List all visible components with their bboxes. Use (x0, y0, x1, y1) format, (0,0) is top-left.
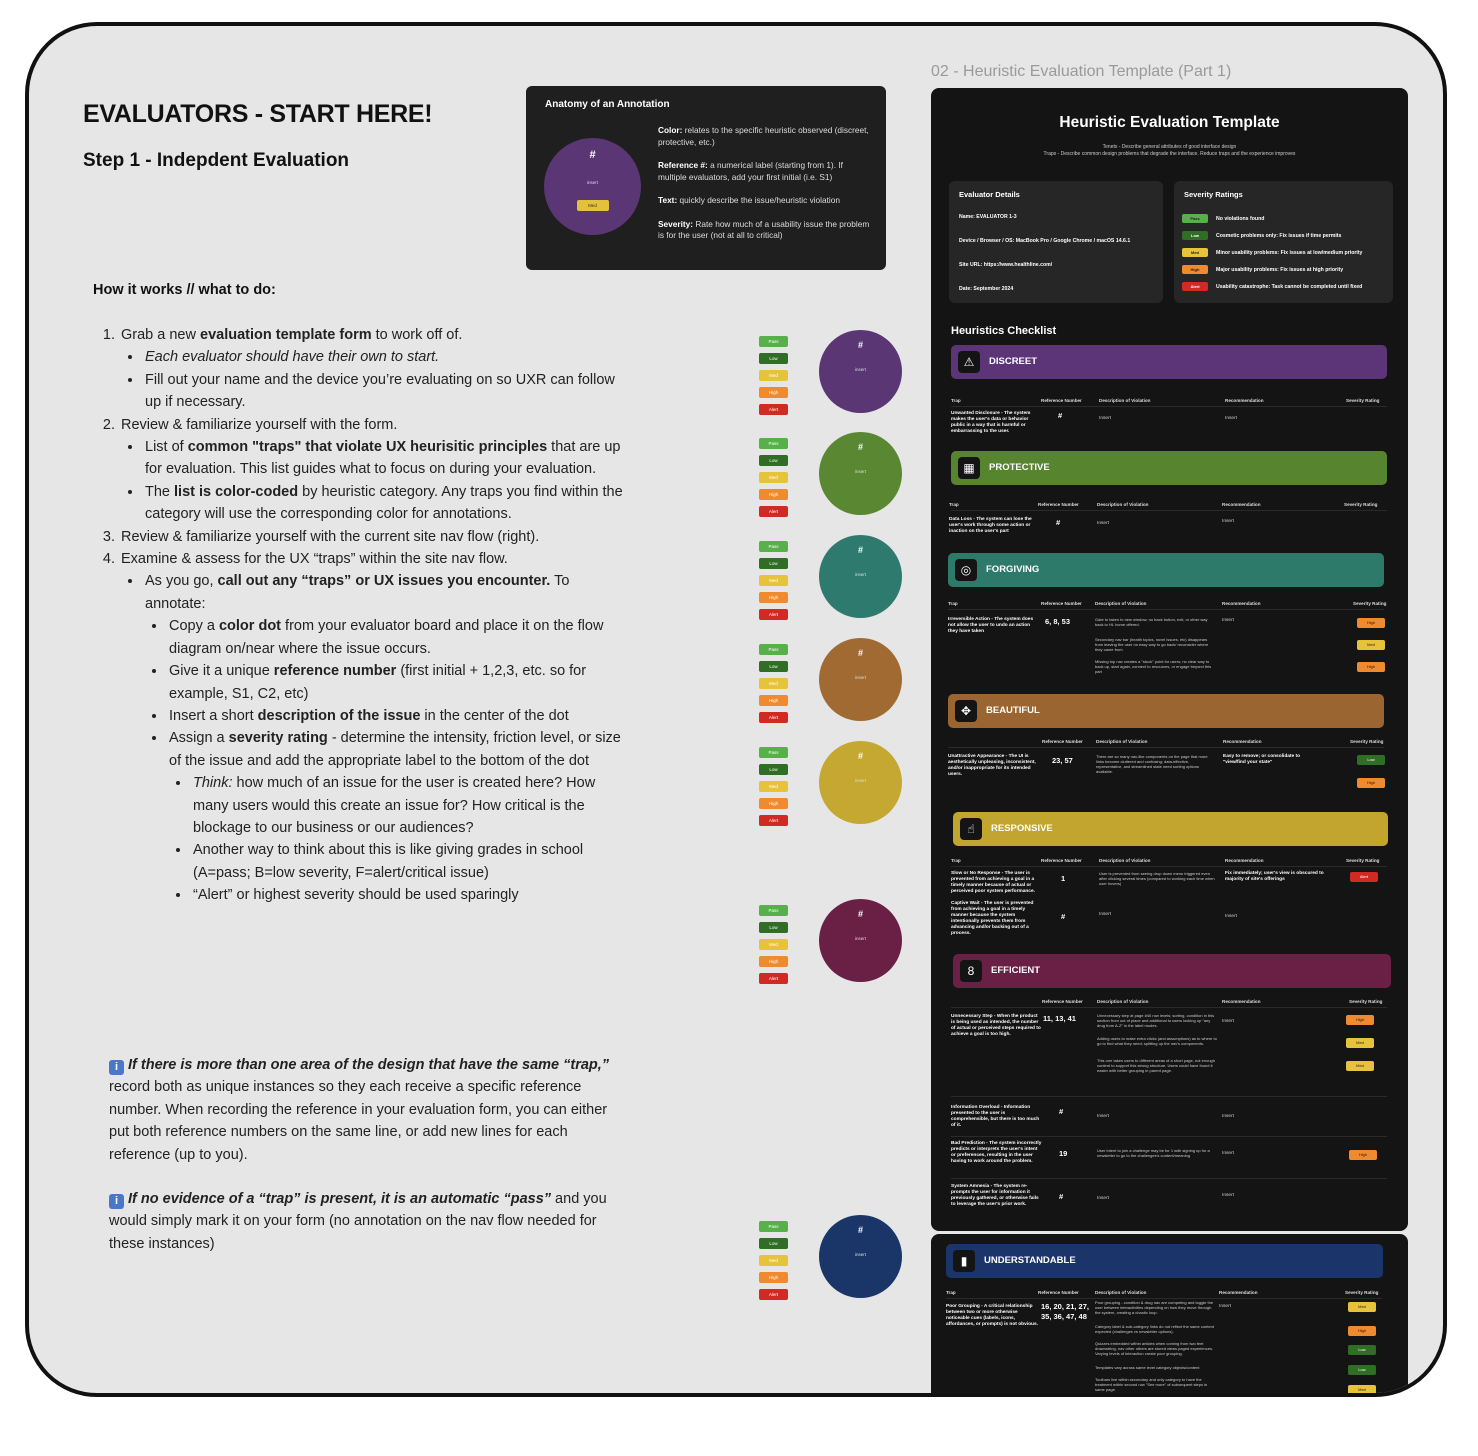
dot-reference: # (857, 648, 863, 658)
dot-reference: # (857, 545, 863, 555)
severity-high[interactable]: High (1357, 618, 1385, 628)
dot-text: insert (854, 572, 866, 577)
severity-pill-alert[interactable]: Alert (759, 815, 788, 826)
severity-pill-stack (759, 336, 789, 421)
annotation-dot[interactable] (819, 899, 902, 982)
step-think: • Think: how much of an issue for the user is created here? How many users would this create an issue for? How critical is the blockage to our business or our audiences? (191, 772, 623, 839)
severity-pill-pass[interactable]: Pass (759, 905, 788, 916)
severity-pill-stack (759, 747, 789, 832)
th-desc: Description of Violation (1099, 858, 1151, 863)
severity-pill-stack (759, 541, 789, 626)
desc-cell[interactable]: Insert (1099, 416, 1111, 421)
severity-pill-high[interactable]: High (759, 1272, 788, 1283)
ref-number[interactable]: # (1058, 411, 1063, 420)
category-discreet (951, 345, 1387, 379)
severity-description: Usability catastrophe: Task cannot be completed until fixed (1216, 283, 1363, 290)
severity-pill-alert[interactable]: Alert (759, 506, 788, 517)
trap-data-loss: Data Loss - The system can lose the user's work through some action or inaction on the user's part (949, 517, 1032, 534)
desc-cell[interactable]: Insert (1097, 521, 1109, 526)
canvas-frame (25, 22, 1447, 1397)
severity-pill-low[interactable]: Low (759, 558, 788, 569)
trap-information-overload: Information Overload - Information presented to the user is comprehensible, but there is too much of it. (951, 1105, 1040, 1128)
evaluator-details-heading: Evaluator Details (959, 190, 1020, 199)
annotation-set (759, 644, 909, 734)
rec-cell[interactable]: Easy to remove; or consolidate to "view/find your state" (1223, 754, 1301, 765)
dot-reference: # (857, 340, 863, 350)
category-label: PROTECTIVE (989, 462, 1050, 473)
severity-row-low (1182, 231, 1341, 240)
annotation-set (759, 905, 909, 995)
th-desc: Description of Violation (1099, 398, 1151, 403)
step-4: 4. Examine & assess for the UX “traps” within the site nav flow. • As you go, call out any “traps” or UX issues you encounter. To annotate: • Copy a color dot from your evaluator board and place it on the flow diagram on/near where the issue occurs. • Give it a unique reference number (first initial + 1,2,3, etc. so for example, S1, C2, etc) • Insert a short description of the issue in the center of the dot • Assign a severity rating - determine the intensity, friction level, or size of the issue and add the appropriate label to the bottom of the dot • Think: how much of an issue for the user is created here? How many users would this create an issue for? How critical is the blockage to our business or our audiences? • Another way to think about this is like giving grades in school (A=pass; B=low severity, F=alert/critical issue) • “Alert” or highest severity should be used sparingly (119, 548, 623, 907)
warning-icon: ⚠ (958, 351, 980, 373)
severity-med[interactable]: Med (1346, 1038, 1374, 1048)
th-trap: Trap (946, 1290, 956, 1295)
step-3: 3. Review & familiarize yourself with the current site nav flow (right). (119, 526, 623, 548)
rec-cell[interactable]: Insert (1222, 1151, 1234, 1156)
evaluator-details-card (949, 181, 1163, 303)
severity-pill-high[interactable]: High (759, 592, 788, 603)
th-rec: Recommendation (1222, 502, 1261, 507)
th-trap: Trap (951, 858, 961, 863)
category-beautiful (948, 694, 1384, 728)
annotation-dot[interactable] (819, 638, 902, 721)
trap-bad-prediction: Bad Prediction - The system incorrectly predicts or interprets the user's intent or preferences, resulting in the user having to work around the problem. (951, 1141, 1042, 1164)
annotation-dot[interactable] (819, 741, 902, 824)
severity-pill-low[interactable]: Low (759, 764, 788, 775)
severity-ratings-card (1174, 181, 1393, 303)
info-icon: i (109, 1194, 124, 1209)
qr-shield-icon: ▦ (958, 457, 980, 479)
trap-system-amnesia: System Amnesia - The system re-prompts the user for information it previously gathered, or otherwise fails to leverage the user's prior work. (951, 1184, 1039, 1207)
template-subtitle: Tenets - Describe general attributes of good interface design Traps - Describe common design problems that degrade the interface. Reduce traps and the experience improves (1043, 144, 1296, 157)
severity-high[interactable]: High (1349, 1150, 1377, 1160)
ref-number[interactable]: 16, 20, 21, 27, 35, 36, 47, 48 (1041, 1302, 1089, 1321)
dot-text: insert (854, 1252, 866, 1257)
desc-cell[interactable]: Adding users to make extra clicks (and assumptions) as to where to go to find what they need; splitting up the nav's components. (1097, 1036, 1217, 1046)
evaluator-name[interactable]: Name: EVALUATOR 1-3 (959, 214, 1017, 220)
touch-icon: ☝ (960, 818, 982, 840)
annotation-dot[interactable] (819, 432, 902, 515)
rec-cell[interactable]: Insert (1222, 1114, 1234, 1119)
ref-number[interactable]: # (1059, 1192, 1064, 1201)
th-rec: Recommendation (1223, 739, 1262, 744)
severity-row-med (1182, 248, 1362, 257)
severity-pill-med[interactable]: Med (759, 575, 788, 586)
ref-number[interactable]: # (1056, 518, 1061, 527)
severity-pill-alert[interactable]: Alert (759, 973, 788, 984)
severity-pill-pass[interactable]: Pass (759, 541, 788, 552)
th-ref: Reference Number (1042, 999, 1083, 1004)
severity-ratings-heading: Severity Ratings (1184, 190, 1243, 199)
severity-pill-alert[interactable]: Alert (759, 404, 788, 415)
category-label: DISCREET (989, 356, 1038, 367)
ref-number[interactable]: 1 (1061, 874, 1066, 883)
dot-reference: # (857, 909, 863, 919)
evaluator-device[interactable]: Device / Browser / OS: MacBook Pro / Google Chrome / macOS 14.6.1 (959, 238, 1131, 244)
th-desc: Description of Violation (1097, 502, 1149, 507)
dot-severity: Med (577, 200, 609, 211)
step-4a-3: • Insert a short description of the issue in the center of the dot (167, 705, 623, 727)
category-label: BEAUTIFUL (986, 705, 1040, 716)
rec-cell[interactable]: Insert (1225, 416, 1237, 421)
spiral-icon: ◎ (955, 559, 977, 581)
th-desc: Description of Violation (1097, 999, 1149, 1004)
evaluation-template-frame-continued (931, 1234, 1408, 1397)
annotation-set (759, 747, 909, 837)
th-trap: Trap (948, 601, 958, 606)
desc-cell[interactable]: Missing top nav creates a "stuck" point for users; no clear way to back up, start again, connect to resources, or engage beyond this part (1095, 659, 1212, 674)
th-ref: Reference Number (1042, 739, 1083, 744)
info-icon: i (109, 1060, 124, 1075)
th-ref: Reference Number (1038, 1290, 1079, 1295)
severity-pill-med[interactable]: Med (759, 678, 788, 689)
severity-pill-high[interactable]: High (759, 956, 788, 967)
severity-pill-alert[interactable]: Alert (759, 609, 788, 620)
severity-med[interactable]: Med (1357, 640, 1385, 650)
th-sev: Severity Rating (1349, 999, 1383, 1004)
trap-poor-grouping: Poor Grouping - A critical relationship between two or more otherwise noticeable cues (labels, icons, affordances, or prompts) is not obvious. (946, 1304, 1038, 1327)
severity-pill-high[interactable]: High (759, 489, 788, 500)
severity-pill-low[interactable]: Low (759, 455, 788, 466)
ref-number[interactable]: 23, 57 (1052, 756, 1073, 765)
desc-cell[interactable]: Poor grouping - condition & drug nav are competing and toggle the user between interactivities depending on how they move through the system, creating a chaotic loop. (1095, 1300, 1214, 1315)
trap-unnecessary-step: Unnecessary Step - When the product is being used as intended, the number of actual or perceived steps required to achieve a goal is too high. (951, 1014, 1041, 1037)
severity-pill: Med (1182, 248, 1208, 257)
category-understandable (946, 1244, 1383, 1278)
th-rec: Recommendation (1225, 398, 1264, 403)
severity-pill-pass[interactable]: Pass (759, 336, 788, 347)
desc-cell[interactable]: User is prevented from seeing drop down menu triggered even after clicking several times (compared to working each time when user hovers) (1099, 871, 1215, 886)
desc-cell[interactable]: Category label & sub-category links do not reflect the same content expected (challenges vs newsletter options). (1095, 1324, 1214, 1334)
rec-cell[interactable]: Fix immediately; user's view is obscured to majority of site's offerings (1225, 871, 1324, 882)
dot-reference: # (589, 149, 596, 161)
severity-pill-med[interactable]: Med (759, 472, 788, 483)
severity-pill-med[interactable]: Med (759, 939, 788, 950)
severity-pill-low[interactable]: Low (759, 922, 788, 933)
severity-pill-med[interactable]: Med (759, 1255, 788, 1266)
desc-cell[interactable]: User intent to join a challenge may be for 1 with signing up for a newsletter to go to the challenges's content/meaning (1097, 1148, 1210, 1158)
step-4a-1: • Copy a color dot from your evaluator board and place it on the flow diagram on/near where the issue occurs. (167, 615, 623, 660)
category-label: FORGIVING (986, 564, 1040, 575)
dot-text: insert (854, 367, 866, 372)
th-ref: Reference Number (1038, 502, 1079, 507)
severity-row-alert (1182, 282, 1362, 291)
desc-cell[interactable]: Templates vary across same level category objects/content (1095, 1365, 1200, 1370)
severity-pill-med[interactable]: Med (759, 781, 788, 792)
th-ref: Reference Number (1041, 601, 1082, 606)
severity-pill: High (1182, 265, 1208, 274)
severity-pill-low[interactable]: Low (759, 353, 788, 364)
th-desc: Description of Violation (1095, 1290, 1147, 1295)
step-alert: • “Alert” or highest severity should be used sparingly (191, 884, 623, 906)
anatomy-descriptions: Color: relates to the specific heuristic observed (discreet, protective, etc.) Reference #: a numerical label (starting from 1). If multiple evaluators, add your first initial (i.e. S1) Text: quickly describe the issue/heuristic violation Severity: Rate how much of a usability issue the problem is for the user (not at all to critical) (658, 125, 870, 240)
severity-pill-stack (759, 438, 789, 523)
th-ref: Reference Number (1041, 398, 1082, 403)
th-sev: Severity Rating (1353, 601, 1387, 606)
severity-pill-pass[interactable]: Pass (759, 747, 788, 758)
step-1b: • Fill out your name and the device you’re evaluating on so UXR can follow up if necessary. (143, 369, 623, 414)
severity-pill-stack (759, 644, 789, 729)
severity-pill-pass[interactable]: Pass (759, 644, 788, 655)
dot-reference: # (857, 751, 863, 761)
ref-number[interactable]: 19 (1059, 1149, 1068, 1158)
severity-pill-pass[interactable]: Pass (759, 1221, 788, 1232)
category-efficient (953, 954, 1391, 988)
category-responsive (953, 812, 1388, 846)
trap-slow-response: Slow or No Response - The user is prevented from achieving a goal in a timely manner because of actual or perceived poor system performance. (951, 871, 1035, 894)
remote-icon: ▮ (953, 1250, 975, 1272)
severity-row-pass (1182, 214, 1264, 223)
ref-number[interactable]: 6, 8, 53 (1045, 617, 1071, 626)
annotation-set (759, 336, 909, 426)
trap-irreversible-action: Irreversible Action - The system does not allow the user to undo an action they have taken (948, 617, 1034, 634)
severity-med[interactable]: Med (1348, 1385, 1376, 1395)
move-icon: ✥ (955, 700, 977, 722)
severity-description: Major usability problems: Fix issues at high priority (1216, 266, 1344, 273)
step-title: Step 1 - Indepdent Evaluation (83, 150, 350, 171)
dot-text: insert (854, 469, 866, 474)
rec-cell[interactable]: Insert (1222, 519, 1234, 524)
th-sev: Severity Rating (1350, 739, 1384, 744)
evaluator-date[interactable]: Date: September 2024 (959, 286, 1014, 292)
checklist-heading: Heuristics Checklist (951, 325, 1057, 337)
note-no-evidence: i If no evidence of a “trap” is present, it is an automatic “pass” and you would simply mark it on your form (no annotation on the nav flow needed for these instances) (109, 1191, 607, 1252)
traffic-light-icon: 8 (960, 960, 982, 982)
severity-high[interactable]: High (1357, 662, 1385, 672)
dot-text: insert (586, 180, 598, 185)
severity-low[interactable]: Low (1348, 1365, 1376, 1375)
dot-reference: # (857, 442, 863, 452)
desc-cell[interactable]: Unnecessary step at page #40 row levels; sorting, condition in this section from out of place and additional to users looking up "any drug from A-Z" in the label modes. (1097, 1013, 1215, 1028)
th-desc: Description of Violation (1096, 739, 1148, 744)
desc-cell[interactable]: This one takes users to different areas of a short page, not enough content to support this strong structure. Users could have found it easier with better grouping in parent page. (1097, 1058, 1216, 1073)
th-sev: Severity Rating (1346, 398, 1380, 403)
rec-cell[interactable]: Insert (1222, 1193, 1234, 1198)
note-multiple-areas: i If there is more than one area of the design that have the same “trap,” record both as unique instances so they each receive a specific reference number. When recording the reference in your evaluation form, you can either put both reference numbers on the same line, or add new lines for each reference (up to you). (109, 1057, 610, 1163)
severity-pill: Pass (1182, 214, 1208, 223)
th-trap: Trap (951, 398, 961, 403)
dot-reference: # (857, 1225, 863, 1235)
step-grades: • Another way to think about this is like giving grades in school (A=pass; B=low severity, F=alert/critical issue) (191, 839, 623, 884)
severity-pill-pass[interactable]: Pass (759, 438, 788, 449)
annotation-set (759, 438, 909, 528)
template-title: Heuristic Evaluation Template (1059, 114, 1280, 131)
anatomy-title: Anatomy of an Annotation (545, 99, 670, 110)
th-desc: Description of Violation (1095, 601, 1147, 606)
category-forgiving (948, 553, 1384, 587)
th-ref: Reference Number (1041, 858, 1082, 863)
severity-high[interactable]: High (1357, 778, 1385, 788)
severity-pill: Alert (1182, 282, 1208, 291)
desc-cell[interactable]: There are so many nav-like components on the page that more links become cluttered and confusing; data-effective, representative, and streamlined state need sorting options available. (1096, 754, 1208, 774)
frame-label[interactable]: 02 - Heuristic Evaluation Template (Part 1) (931, 63, 1232, 80)
severity-low[interactable]: Low (1357, 755, 1385, 765)
evaluation-template-frame (931, 88, 1408, 1231)
step-1a: • Each evaluator should have their own to start. (143, 346, 623, 368)
rec-cell[interactable]: Insert (1222, 1019, 1234, 1024)
ref-number[interactable]: 11, 13, 41 (1043, 1014, 1076, 1023)
rec-cell[interactable]: Insert (1219, 1304, 1231, 1309)
severity-med[interactable]: Med (1348, 1302, 1376, 1312)
ref-number[interactable]: # (1059, 1107, 1064, 1116)
annotation-dot[interactable] (819, 1215, 902, 1298)
severity-med[interactable]: Med (1346, 1061, 1374, 1071)
annotation-dot[interactable] (819, 535, 902, 618)
desc-cell[interactable]: Insert (1097, 1114, 1109, 1119)
severity-pill-high[interactable]: High (759, 695, 788, 706)
annotation-set (759, 1221, 909, 1311)
th-rec: Recommendation (1222, 601, 1261, 606)
th-sev: Severity Rating (1346, 858, 1380, 863)
step-2a: • List of common "traps" that violate UX heurisitic principles that are up for evaluation. This list guides what to focus on during your evaluation. (143, 436, 623, 481)
category-label: EFFICIENT (991, 965, 1041, 976)
severity-alert[interactable]: Alert (1350, 872, 1378, 882)
rec-cell[interactable]: Insert (1225, 914, 1237, 919)
severity-pill-high[interactable]: High (759, 387, 788, 398)
desc-cell[interactable]: Insert (1097, 1196, 1109, 1201)
how-it-works-heading: How it works // what to do: (93, 282, 276, 298)
anatomy-card (526, 86, 886, 270)
severity-row-high (1182, 265, 1343, 274)
trap-captive-wait: Captive Wait - The user is prevented from achieving a goal in a timely manner because the system intentionally prevents them from advancing and/or backing out of a process. (951, 901, 1034, 936)
th-sev: Severity Rating (1345, 1290, 1379, 1295)
severity-pill-stack (759, 905, 789, 990)
page-title: EVALUATORS - START HERE! (83, 100, 433, 128)
th-rec: Recommendation (1219, 1290, 1258, 1295)
dot-text: insert (854, 936, 866, 941)
desc-cell[interactable]: Toolbars live within secondary and only category to have the treatment within second row "See more" of subsequent steps in same page. (1095, 1377, 1208, 1392)
severity-low[interactable]: Low (1348, 1345, 1376, 1355)
trap-unattractive-appearance: Unattractive Appearance - The UI is aesthetically unpleasing, inconsistent, and/or inappropriate for its intended users. (948, 754, 1036, 777)
desc-cell[interactable]: Quizzes embedded within articles when coming from two feet drawnstring, nav other others are stored views paged experiences. Varying levels of interaction create poor grouping. (1095, 1341, 1214, 1356)
instruction-steps (83, 324, 623, 907)
category-label: RESPONSIVE (991, 823, 1053, 834)
desc-cell[interactable]: Gate to taken to new window; no back button, exit, or other way back to HL home offered. (1095, 617, 1208, 627)
step-2: 2. Review & familiarize yourself with the form. • List of common "traps" that violate UX heurisitic principles that are up for evaluation. This list guides what to focus on during your evaluation. • The list is color-coded by heuristic category. Any traps you find within the category will use the corresponding color for annotations. (119, 414, 623, 526)
category-label: UNDERSTANDABLE (984, 1255, 1076, 1266)
th-sev: Severity Rating (1344, 502, 1378, 507)
desc-cell[interactable]: Secondary nav bar (health topics, novel issues, etc) disappears from leaving the user no easy way to go back/ reconsider where they came from (1095, 637, 1209, 652)
step-2b: • The list is color-coded by heuristic category. Any traps you find within the category will use the corresponding color for annotations. (143, 481, 623, 526)
annotation-set (759, 541, 909, 631)
severity-high[interactable]: High (1348, 1326, 1376, 1336)
trap-unwanted-disclosure: Unwanted Disclosure - The system makes the user's data or behavior public in a way that is harmful or embarrassing to the user. (951, 411, 1031, 434)
example-annotation-dot[interactable] (544, 138, 641, 235)
annotation-dot[interactable] (819, 330, 902, 413)
rec-cell[interactable]: Insert (1222, 618, 1234, 623)
severity-description: No violations found (1216, 215, 1265, 222)
step-1: 1. Grab a new evaluation template form to work off of. • Each evaluator should have their own to start. • Fill out your name and the device you’re evaluating on so UXR can follow up if necessary. (119, 324, 623, 414)
step-4a: • As you go, call out any “traps” or UX issues you encounter. To annotate: • Copy a color dot from your evaluator board and place it on the flow diagram on/near where the issue occurs. • Give it a unique reference number (first initial + 1,2,3, etc. so for example, S1, C2, etc) • Insert a short description of the issue in the center of the dot • Assign a severity rating - determine the intensity, friction level, or size of the issue and add the appropriate label to the bottom of the dot • Think: how much of an issue for the user is created here? How many users would this create an issue for? How critical is the blockage to our business or our audiences? • Another way to think about this is like giving grades in school (A=pass; B=low severity, F=alert/critical issue) • “Alert” or highest severity should be used sparingly (143, 570, 623, 906)
ref-number[interactable]: # (1061, 912, 1066, 921)
step-4a-4: • Assign a severity rating - determine the intensity, friction level, or size of the issue and add the appropriate label to the bottom of the dot • Think: how much of an issue for the user is created here? How many users would this create an issue for? How critical is the blockage to our business or our audiences? • Another way to think about this is like giving grades in school (A=pass; B=low severity, F=alert/critical issue) • “Alert” or highest severity should be used sparingly (167, 727, 623, 906)
severity-pill-low[interactable]: Low (759, 1238, 788, 1249)
severity-pill-stack (759, 1221, 789, 1306)
severity-pill-med[interactable]: Med (759, 370, 788, 381)
severity-pill-low[interactable]: Low (759, 661, 788, 672)
step-4a-2: • Give it a unique reference number (first initial + 1,2,3, etc. so for example, S1, C2, etc) (167, 660, 623, 705)
desc-cell[interactable]: Insert (1099, 912, 1111, 917)
severity-pill-alert[interactable]: Alert (759, 712, 788, 723)
severity-high[interactable]: High (1346, 1015, 1374, 1025)
th-trap: Trap (949, 502, 959, 507)
severity-pill-high[interactable]: High (759, 798, 788, 809)
category-protective (951, 451, 1387, 485)
dot-text: insert (854, 778, 866, 783)
th-rec: Recommendation (1225, 858, 1264, 863)
dot-text: insert (854, 675, 866, 680)
severity-pill-alert[interactable]: Alert (759, 1289, 788, 1300)
severity-pill: Low (1182, 231, 1208, 240)
severity-description: Minor usability problems: Fix issues at low/medium priority (1216, 249, 1363, 256)
severity-description: Cosmetic problems only: Fix issues if time permits (1216, 232, 1342, 239)
th-rec: Recommendation (1222, 999, 1261, 1004)
evaluator-url[interactable]: Site URL: https://www.healthline.com/ (959, 262, 1053, 268)
